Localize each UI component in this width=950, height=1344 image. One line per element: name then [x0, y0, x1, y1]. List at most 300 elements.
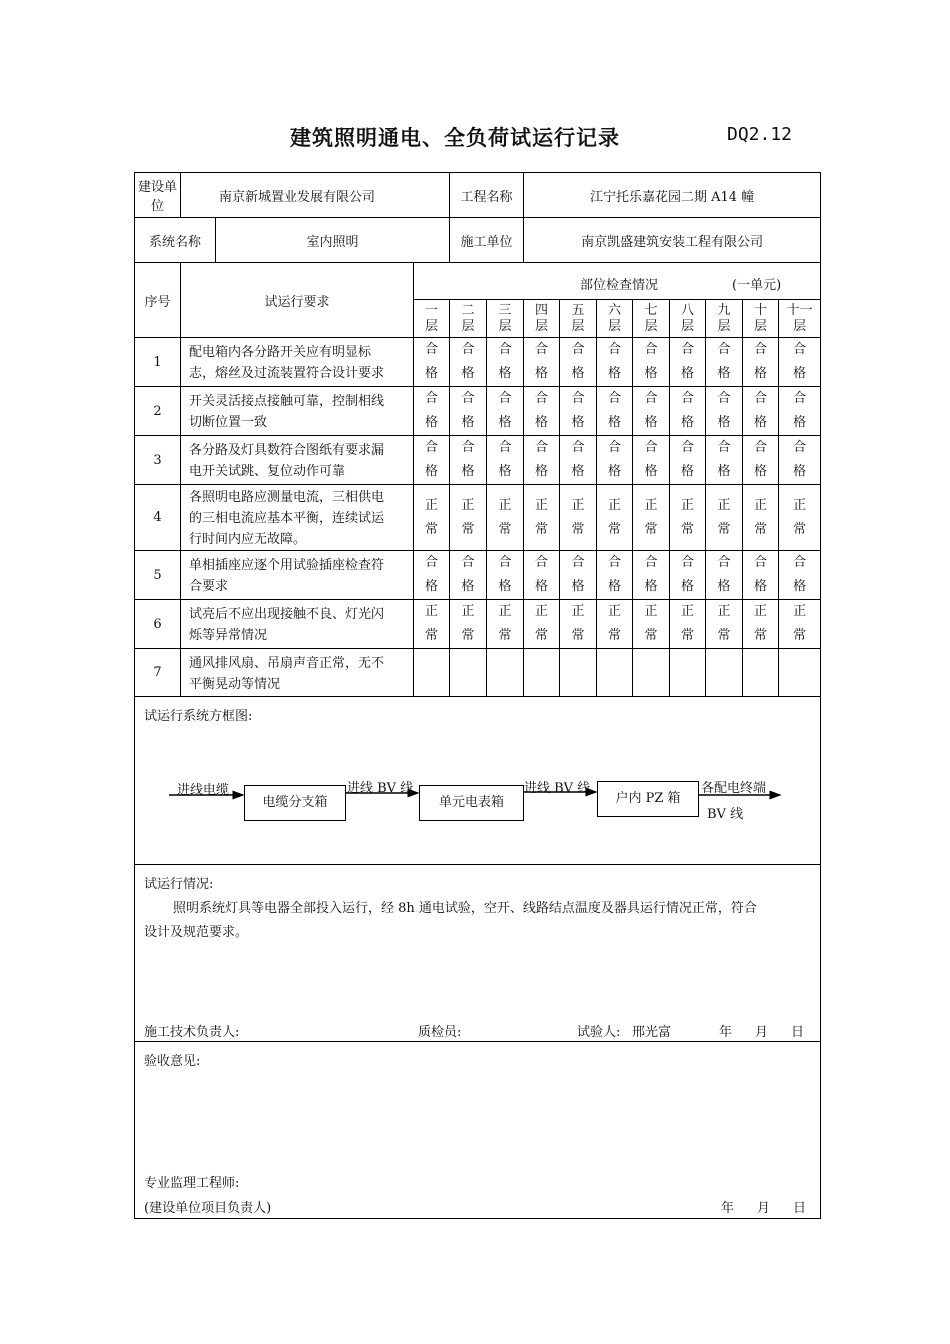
requirement-line: 行时间内应无故障。	[189, 532, 307, 547]
result-char: 格	[644, 579, 658, 594]
result-char: 合	[498, 440, 512, 455]
result-char: 合	[754, 440, 768, 455]
result-char: 正	[425, 497, 439, 513]
floor-result	[414, 387, 450, 436]
project-label: 工程名称	[450, 173, 524, 218]
floor-result	[633, 649, 670, 697]
row-requirement	[181, 551, 414, 600]
qc-label: 质检员:	[418, 1025, 462, 1040]
floor-result	[743, 485, 779, 551]
floor-result	[743, 436, 779, 485]
requirement-line: 通风排风扇、吊扇声音正常，无不	[189, 655, 385, 671]
result-char: 常	[498, 521, 512, 537]
floor-header-line: 五	[571, 302, 585, 318]
result-char: 格	[608, 366, 622, 381]
floor-result	[597, 649, 633, 697]
floor-result	[670, 485, 706, 551]
acceptance-month: 月	[757, 1201, 771, 1216]
floor-result	[779, 338, 821, 387]
diagram-label: 试运行系统方框图:	[144, 709, 253, 724]
floor-header-line: 三	[498, 302, 512, 318]
result-char: 合	[425, 391, 439, 406]
result-char: 格	[425, 579, 439, 594]
result-char: 正	[608, 604, 622, 619]
floor-header-line: 十一	[786, 302, 813, 318]
floor-header-line: 六	[608, 302, 622, 318]
row-requirement	[181, 600, 414, 649]
result-char: 正	[754, 604, 768, 619]
cable-branch-box: 电缆分支箱	[244, 785, 346, 821]
row-seq: 4	[135, 485, 181, 551]
floor-result	[524, 338, 560, 387]
result-char: 正	[681, 497, 695, 513]
result-char: 合	[681, 555, 695, 570]
result-char: 格	[644, 415, 658, 430]
result-char: 合	[717, 391, 731, 406]
floor-result	[633, 600, 670, 649]
result-char: 正	[717, 497, 731, 513]
record-table	[134, 172, 821, 1219]
floor-result	[414, 338, 450, 387]
floor-result	[779, 649, 821, 697]
result-char: 格	[425, 366, 439, 381]
floor-result	[597, 600, 633, 649]
floor-header-line: 层	[717, 318, 731, 334]
result-char: 格	[535, 464, 549, 479]
floor-result	[487, 600, 524, 649]
status-label: 试运行情况:	[144, 877, 214, 892]
result-char: 常	[608, 628, 622, 643]
result-char: 格	[461, 579, 475, 594]
result-char: 格	[571, 415, 585, 430]
floor-header-line: 八	[681, 302, 695, 318]
floor-result	[487, 551, 524, 600]
result-char: 格	[425, 464, 439, 479]
row-seq: 6	[135, 600, 181, 649]
floor-result	[560, 600, 597, 649]
tester-label: 试验人:	[577, 1025, 621, 1040]
floor-header-line: 一	[425, 302, 439, 318]
result-char: 合	[535, 391, 549, 406]
floor-result	[560, 436, 597, 485]
result-char: 格	[754, 415, 768, 430]
floor-header-2	[450, 300, 487, 338]
floor-header-8	[670, 300, 706, 338]
table-row	[135, 387, 821, 436]
result-char: 格	[425, 415, 439, 430]
acceptance-day: 日	[793, 1201, 807, 1216]
result-char: 合	[571, 440, 585, 455]
result-char: 合	[498, 391, 512, 406]
system-value: 室内照明	[216, 218, 450, 263]
floor-result	[450, 600, 487, 649]
floor-result	[633, 436, 670, 485]
floor-result	[743, 600, 779, 649]
floor-result	[670, 600, 706, 649]
floor-header-line: 层	[425, 318, 439, 334]
result-char: 格	[571, 366, 585, 381]
result-char: 合	[793, 342, 807, 357]
result-char: 格	[498, 579, 512, 594]
table-row	[135, 338, 821, 387]
result-char: 格	[681, 415, 695, 430]
status-section	[135, 865, 821, 1042]
floor-result	[414, 600, 450, 649]
result-char: 常	[461, 628, 475, 643]
result-char: 常	[793, 521, 807, 537]
result-char: 正	[681, 604, 695, 619]
result-char: 合	[498, 555, 512, 570]
floor-result	[706, 600, 743, 649]
result-char: 格	[681, 464, 695, 479]
result-char: 正	[644, 497, 658, 513]
floor-result	[524, 436, 560, 485]
floor-result	[743, 649, 779, 697]
floor-result	[597, 338, 633, 387]
result-char: 格	[644, 464, 658, 479]
floor-result	[487, 485, 524, 551]
result-char: 合	[793, 391, 807, 406]
result-char: 格	[793, 415, 807, 430]
tester-name: 邢光富	[632, 1025, 672, 1040]
result-char: 格	[608, 464, 622, 479]
floor-result	[450, 436, 487, 485]
result-char: 合	[535, 342, 549, 357]
result-char: 格	[754, 579, 768, 594]
row-seq: 2	[135, 387, 181, 436]
result-char: 合	[793, 555, 807, 570]
result-char: 正	[461, 604, 475, 619]
floor-result	[743, 387, 779, 436]
floor-result	[560, 387, 597, 436]
result-char: 常	[717, 628, 731, 643]
result-char: 合	[608, 391, 622, 406]
result-char: 格	[571, 464, 585, 479]
table-row	[135, 485, 821, 551]
seq-header: 序号	[135, 263, 181, 338]
requirement-line: 志，熔丝及过流装置符合设计要求	[189, 366, 385, 381]
floor-result	[414, 551, 450, 600]
floor-header-line: 层	[754, 318, 768, 334]
result-char: 格	[717, 579, 731, 594]
floor-result	[706, 485, 743, 551]
floor-result	[706, 338, 743, 387]
result-char: 合	[644, 440, 658, 455]
result-char: 格	[754, 366, 768, 381]
result-char: 合	[644, 555, 658, 570]
system-label: 系统名称	[135, 218, 216, 263]
floor-result	[524, 387, 560, 436]
floor-result	[450, 338, 487, 387]
result-char: 合	[571, 342, 585, 357]
floor-result	[487, 436, 524, 485]
table-row	[135, 436, 821, 485]
requirement-line: 试亮后不应出现接触不良、灯光闪	[189, 607, 385, 622]
result-char: 常	[535, 628, 549, 643]
result-char: 合	[754, 391, 768, 406]
result-char: 常	[681, 628, 695, 643]
builder-value: 南京新城置业发展有限公司	[181, 173, 450, 218]
floor-result	[670, 551, 706, 600]
builder-label: 建设单位	[135, 173, 181, 218]
floor-header-line: 十	[754, 302, 768, 318]
floor-result	[670, 649, 706, 697]
result-char: 常	[535, 521, 549, 537]
result-char: 格	[498, 366, 512, 381]
requirement-line: 烁等异常情况	[189, 628, 268, 643]
table-row	[135, 551, 821, 600]
result-char: 格	[754, 464, 768, 479]
row-requirement	[181, 436, 414, 485]
pz-box: 户内 PZ 箱	[597, 781, 699, 817]
result-char: 正	[717, 604, 731, 619]
result-char: 合	[681, 342, 695, 357]
unit-label: (一单元)	[732, 278, 782, 293]
result-char: 合	[754, 342, 768, 357]
result-char: 正	[793, 497, 807, 513]
status-day: 日	[791, 1025, 805, 1040]
result-char: 格	[498, 415, 512, 430]
end-label: 各配电终端	[701, 781, 767, 796]
floor-result	[706, 436, 743, 485]
floor-header-4	[524, 300, 560, 338]
result-char: 正	[498, 497, 512, 513]
end-wire-label: BV 线	[707, 807, 744, 822]
result-char: 合	[608, 342, 622, 357]
form-code: DQ2.12	[727, 124, 793, 145]
result-char: 合	[608, 440, 622, 455]
result-char: 格	[535, 366, 549, 381]
result-char: 常	[754, 521, 768, 537]
in-cable-label: 进线电缆	[177, 783, 230, 798]
floor-result	[524, 600, 560, 649]
status-text-2: 设计及规范要求。	[144, 925, 249, 940]
floor-header-line: 层	[681, 318, 695, 334]
floor-header-line: 二	[461, 302, 475, 318]
wire2-label: 进线 BV 线	[524, 781, 591, 796]
floor-result	[779, 387, 821, 436]
requirement-line: 合要求	[189, 579, 229, 594]
result-char: 格	[461, 415, 475, 430]
result-char: 合	[571, 555, 585, 570]
status-text-1: 照明系统灯具等电器全部投入运行，经 8h 通电试验，空开、线路结点温度及器具运行情况正常，符合	[173, 901, 757, 916]
result-char: 合	[793, 440, 807, 455]
requirement-line: 电开关试跳、复位动作可靠	[189, 464, 346, 479]
result-char: 格	[717, 464, 731, 479]
result-char: 合	[717, 440, 731, 455]
floor-header-10	[743, 300, 779, 338]
floor-result	[450, 551, 487, 600]
floor-result	[633, 338, 670, 387]
result-char: 常	[754, 628, 768, 643]
result-char: 常	[425, 521, 439, 537]
result-char: 格	[717, 415, 731, 430]
floor-result	[560, 551, 597, 600]
floor-header-line: 层	[793, 318, 807, 334]
result-char: 合	[425, 440, 439, 455]
result-char: 正	[754, 497, 768, 513]
result-char: 常	[498, 628, 512, 643]
result-char: 正	[793, 604, 807, 619]
floor-result	[779, 551, 821, 600]
row-seq: 1	[135, 338, 181, 387]
table-row	[135, 600, 821, 649]
floor-result	[524, 485, 560, 551]
requirement-line: 各分路及灯具数符合图纸有要求漏	[189, 443, 385, 458]
floor-result	[706, 649, 743, 697]
floor-header-5	[560, 300, 597, 338]
row-requirement	[181, 338, 414, 387]
row-requirement	[181, 485, 414, 551]
requirement-line: 各照明电路应测量电流，三相供电	[189, 490, 385, 505]
result-char: 合	[717, 555, 731, 570]
result-char: 正	[535, 604, 549, 619]
row-seq: 7	[135, 649, 181, 697]
floor-result	[670, 387, 706, 436]
floor-result	[633, 551, 670, 600]
requirement-line: 配电箱内各分路开关应有明显标	[189, 345, 372, 360]
row-requirement	[181, 649, 414, 697]
floor-result	[487, 338, 524, 387]
result-char: 合	[461, 555, 475, 570]
floor-result	[706, 551, 743, 600]
requirement-line: 的三相电流应基本平衡，连续试运	[189, 511, 385, 526]
floor-result	[670, 436, 706, 485]
requirement-line: 平衡晃动等情况	[189, 676, 281, 692]
floor-header-7	[633, 300, 670, 338]
result-char: 格	[644, 366, 658, 381]
floor-header-1	[414, 300, 450, 338]
result-char: 格	[498, 464, 512, 479]
check-label: 部位检查情况	[580, 278, 659, 293]
diagram-section	[135, 697, 821, 865]
result-char: 合	[461, 391, 475, 406]
meter-box: 单元电表箱	[419, 785, 524, 821]
floor-result	[414, 649, 450, 697]
result-char: 格	[461, 366, 475, 381]
floor-result	[450, 649, 487, 697]
result-char: 格	[571, 579, 585, 594]
result-char: 常	[717, 521, 731, 537]
requirement-line: 开关灵活接点接触可靠，控制相线	[189, 394, 385, 409]
result-char: 格	[793, 464, 807, 479]
result-char: 合	[535, 440, 549, 455]
floor-result	[450, 387, 487, 436]
owner-label: (建设单位项目负责人)	[144, 1201, 272, 1216]
floor-result	[597, 387, 633, 436]
acceptance-label: 验收意见:	[144, 1054, 201, 1069]
floor-header-line: 层	[535, 318, 549, 334]
result-char: 格	[608, 415, 622, 430]
floor-result	[597, 485, 633, 551]
table-row	[135, 649, 821, 697]
result-char: 格	[535, 415, 549, 430]
result-char: 合	[754, 555, 768, 570]
result-char: 合	[498, 342, 512, 357]
floor-header-line: 七	[644, 302, 658, 318]
result-char: 正	[535, 497, 549, 513]
floor-result	[524, 649, 560, 697]
result-char: 常	[681, 521, 695, 537]
contractor-label: 施工单位	[450, 218, 524, 263]
result-char: 合	[571, 391, 585, 406]
floor-result	[524, 551, 560, 600]
result-char: 正	[425, 604, 439, 619]
floor-result	[597, 551, 633, 600]
floor-result	[487, 649, 524, 697]
floor-result	[414, 485, 450, 551]
floor-header-line: 层	[461, 318, 475, 334]
result-char: 常	[793, 628, 807, 643]
result-char: 格	[461, 464, 475, 479]
project-value: 江宁托乐嘉花园二期 A14 幢	[524, 173, 821, 218]
floor-header-line: 层	[608, 318, 622, 334]
result-char: 格	[793, 579, 807, 594]
row-seq: 3	[135, 436, 181, 485]
requirement-line: 切断位置一致	[189, 415, 268, 430]
row-requirement	[181, 387, 414, 436]
result-char: 合	[681, 391, 695, 406]
result-char: 合	[717, 342, 731, 357]
result-char: 合	[644, 342, 658, 357]
result-char: 正	[571, 604, 585, 619]
floor-result	[560, 649, 597, 697]
result-char: 合	[425, 342, 439, 357]
result-char: 正	[644, 604, 658, 619]
result-char: 合	[461, 342, 475, 357]
result-char: 常	[571, 521, 585, 537]
result-char: 正	[461, 497, 475, 513]
result-char: 正	[571, 497, 585, 513]
floor-result	[779, 600, 821, 649]
req-header: 试运行要求	[181, 263, 414, 338]
floor-result	[597, 436, 633, 485]
result-char: 合	[608, 555, 622, 570]
wire1-label: 进线 BV 线	[347, 781, 414, 796]
result-char: 合	[535, 555, 549, 570]
floor-header-line: 四	[535, 302, 549, 318]
result-char: 格	[608, 579, 622, 594]
floor-header-line: 层	[498, 318, 512, 334]
result-char: 合	[644, 391, 658, 406]
result-char: 格	[717, 366, 731, 381]
page-title: 建筑照明通电、全负荷试运行记录	[290, 126, 620, 150]
floor-result	[670, 338, 706, 387]
status-year: 年	[719, 1025, 733, 1040]
floor-result	[706, 387, 743, 436]
floor-result	[450, 485, 487, 551]
floor-result	[779, 485, 821, 551]
acceptance-section	[135, 1042, 821, 1219]
row-seq: 5	[135, 551, 181, 600]
result-char: 常	[461, 521, 475, 537]
result-char: 正	[498, 604, 512, 619]
floor-header-line: 层	[571, 318, 585, 334]
floor-result	[414, 436, 450, 485]
result-char: 格	[793, 366, 807, 381]
floor-header-11	[779, 300, 821, 338]
tech-lead-label: 施工技术负责人:	[144, 1025, 240, 1040]
floor-header-line: 层	[644, 318, 658, 334]
floor-header-3	[487, 300, 524, 338]
result-char: 格	[535, 579, 549, 594]
floor-result	[487, 387, 524, 436]
floor-result	[560, 338, 597, 387]
result-char: 合	[681, 440, 695, 455]
floor-result	[560, 485, 597, 551]
result-char: 常	[608, 521, 622, 537]
requirement-line: 单相插座应逐个用试验插座检查符	[189, 558, 385, 573]
